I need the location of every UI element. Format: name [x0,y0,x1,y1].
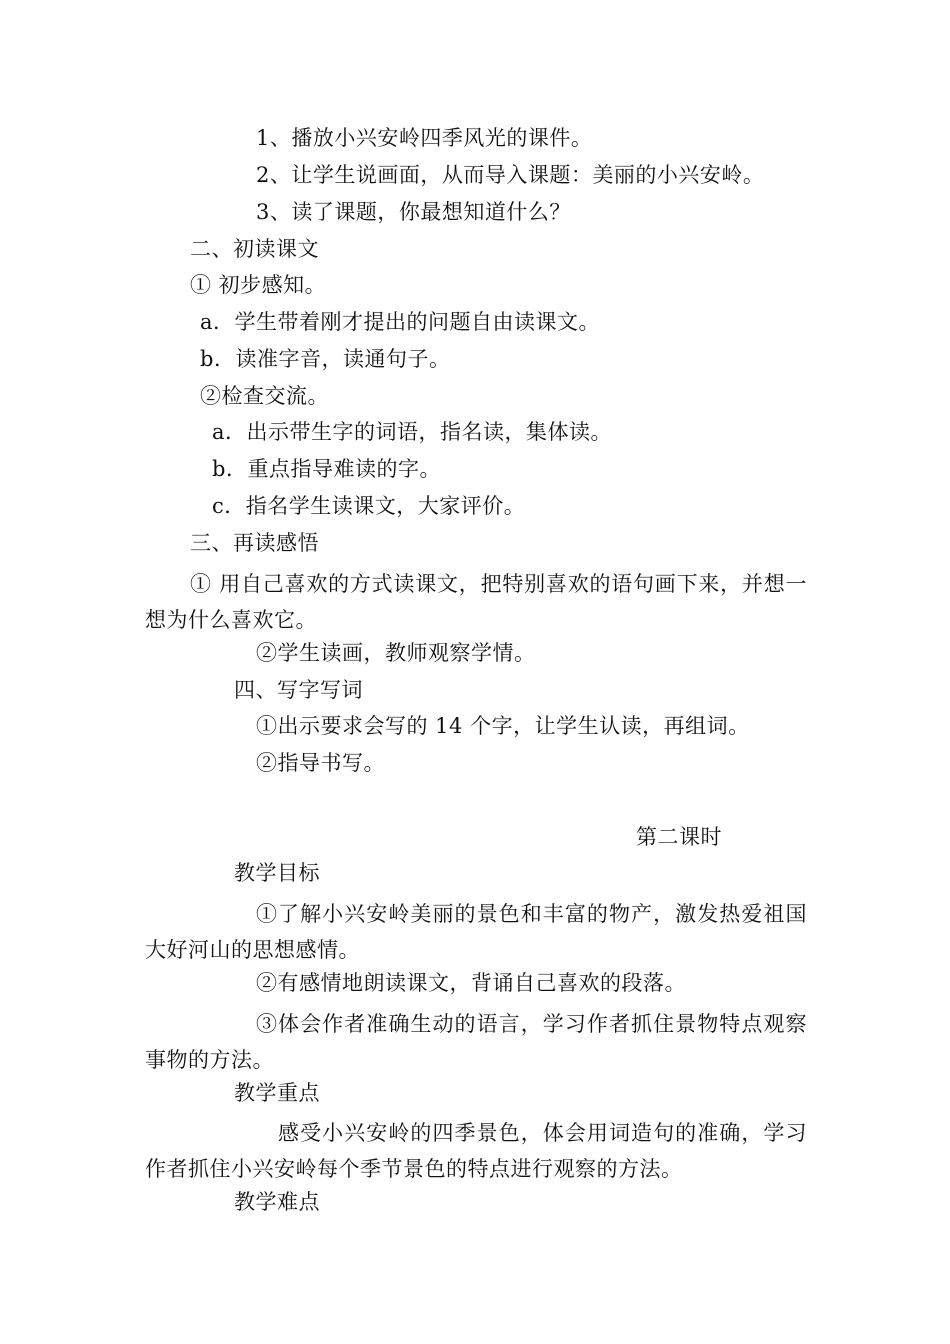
list-item: a．出示带生字的词语，指名读，集体读。 [212,420,613,444]
sub-item: ②检查交流。 [200,384,329,408]
paragraph: ①了解小兴安岭美丽的景色和丰富的物产，激发热爱祖国大好河山的思想感情。 [145,902,807,962]
list-item: c．指名学生读课文，大家评价。 [212,494,526,518]
list-item: b．读准字音，读通句子。 [200,347,451,371]
sub-item: ②学生读画，教师观察学情。 [256,641,536,665]
paragraph: 感受小兴安岭的四季景色，体会用词造句的准确，学习作者抓住小兴安岭每个季节景色的特点进行观察的方法。 [145,1121,807,1181]
sub-item: ①出示要求会写的 14 个字，让学生认读，再组词。 [256,714,750,738]
heading-teaching-goals: 教学目标 [234,861,320,885]
list-item: a．学生带着刚才提出的问题自由读课文。 [200,310,601,334]
heading-difficulties: 教学难点 [234,1190,320,1214]
lesson-step-1: 1、播放小兴安岭四季风光的课件。 [256,126,593,150]
sub-item: ① 初步感知。 [190,273,327,297]
paragraph: ① 用自己喜欢的方式读课文，把特别喜欢的语句画下来，并想一想为什么喜欢它。 [145,572,807,632]
sub-item: ②有感情地朗读课文，背诵自己喜欢的段落。 [256,971,686,995]
sub-item: ②指导书写。 [256,751,385,775]
section-heading-2: 二、初读课文 [190,237,319,261]
section-heading-4: 四、写字写词 [234,678,363,702]
section-heading-3: 三、再读感悟 [190,531,319,555]
heading-key-points: 教学重点 [234,1081,320,1105]
lesson-step-3: 3、读了课题，你最想知道什么？ [256,200,571,224]
list-item: b．重点指导难读的字。 [212,457,441,481]
paragraph: ③体会作者准确生动的语言，学习作者抓住景物特点观察事物的方法。 [145,1012,807,1072]
lesson-step-2: 2、让学生说画面，从而导入课题：美丽的小兴安岭。 [256,163,765,187]
lesson-title: 第二课时 [636,825,722,849]
